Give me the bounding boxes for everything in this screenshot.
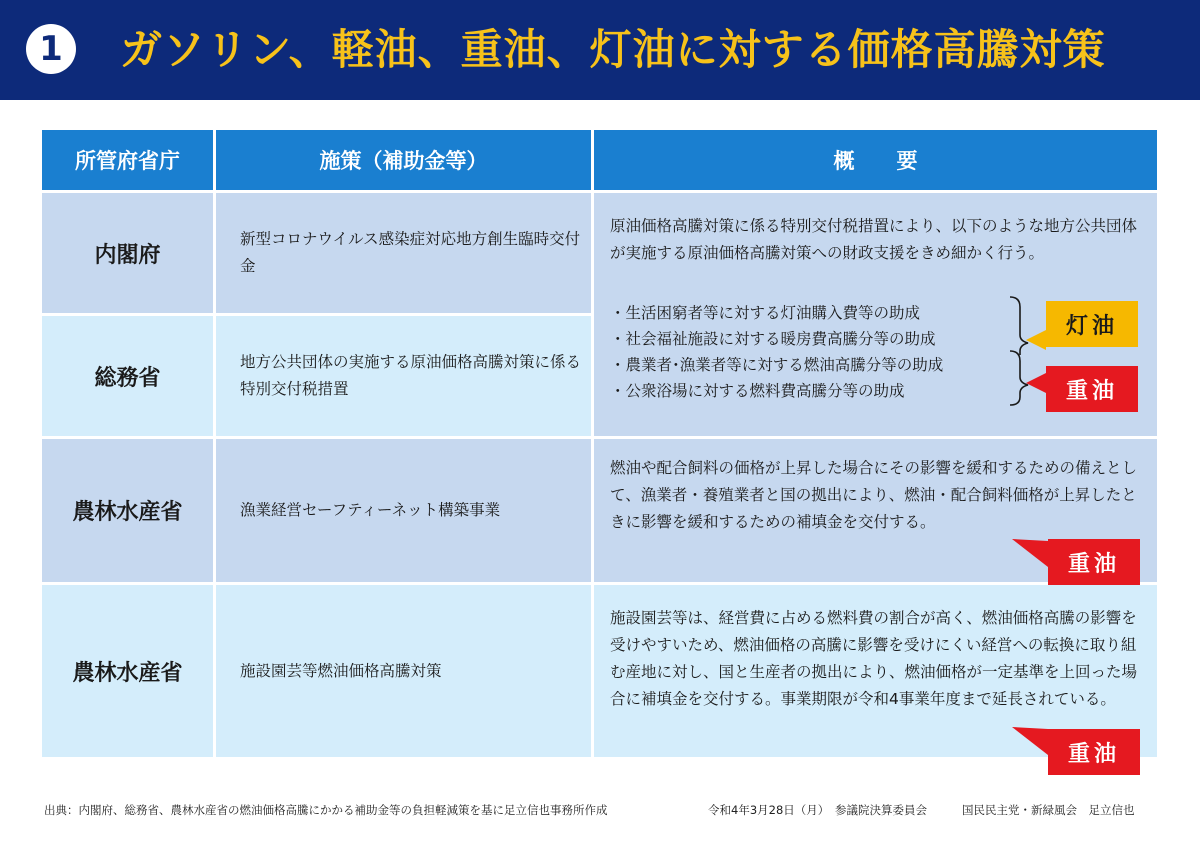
footer-date-committee: 令和4年3月28日（月） 参議院決算委員会 [708, 803, 928, 817]
ministry-cell: 農林水産省 [42, 585, 213, 757]
kerosene-tag: 灯油 [1046, 301, 1138, 347]
measure-cell: 漁業経営セーフティーネット構築事業 [216, 439, 591, 582]
pointer-arrow-icon [1012, 721, 1048, 755]
section-number-badge: 1 [26, 24, 76, 74]
footer-source: 出典：内閣府、総務省、農林水産省の燃油価格高騰にかかる補助金等の負担軽減策を基に足立信也事務所作成 [44, 803, 608, 817]
heavy-oil-tag: 重油 [1048, 729, 1140, 775]
summary-cell [594, 585, 1157, 767]
summary-text: 原油価格高騰対策に係る特別交付税措置により、以下のような地方公共団体が実施する原油価格高騰対策への財政支援をきめ細かく行う。 [610, 217, 1138, 262]
measure-cell: 地方公共団体の実施する原油価格高騰対策に係る特別交付税措置 [216, 316, 591, 436]
summary-text: 燃油や配合飼料の価格が上昇した場合にその影響を緩和するための備えとして、漁業者・養殖業者と国の拠出により、燃油・配合飼料価格が上昇したときに影響を緩和するための補填金を交付する。 [610, 459, 1138, 531]
summary-cell-merged [594, 193, 1157, 436]
column-header-measure: 施策（補助金等） [216, 130, 591, 190]
heavy-oil-tag: 重油 [1048, 539, 1140, 585]
heavy-oil-tag: 重油 [1046, 366, 1138, 412]
column-header-summary: 概 要 [594, 130, 1157, 190]
column-header-ministry: 所管府省庁 [42, 130, 213, 190]
page-header [0, 0, 1200, 100]
measure-cell: 新型コロナウイルス感染症対応地方創生臨時交付金 [216, 193, 591, 313]
pointer-arrow-icon [1026, 373, 1046, 393]
pointer-arrow-icon [1012, 533, 1048, 567]
ministry-cell: 農林水産省 [42, 439, 213, 582]
ministry-cell: 総務省 [42, 316, 213, 436]
ministry-cell: 内閣府 [42, 193, 213, 313]
summary-bullet: ・生活困窮者等に対する灯油購入費等の助成 [610, 304, 921, 322]
summary-bullet-list [610, 300, 943, 404]
measure-cell: 施設園芸等燃油価格高騰対策 [216, 585, 591, 757]
summary-bullet: ・公衆浴場に対する燃料費高騰分等の助成 [610, 382, 905, 400]
page-title: ガソリン、軽油、重油、灯油に対する価格高騰対策 [120, 25, 1106, 74]
summary-cell [594, 439, 1157, 582]
summary-bullet: ・農業者･漁業者等に対する燃油高騰分等の助成 [610, 356, 944, 374]
summary-bullet: ・社会福祉施設に対する暖房費高騰分等の助成 [610, 330, 936, 348]
footer-author: 国民民主党・新緑風会 足立信也 [962, 803, 1135, 817]
summary-text: 施設園芸等は、経営費に占める燃料費の割合が高く、燃油価格高騰の影響を受けやすいため、燃油価格の高騰に影響を受けにくい経営への転換に取り組む産地に対し、国と生産者の拠出により、燃油価格が一定基準を上回った場合に補填金を交付する。事業期限が令和4事業年度まで延長されている。 [610, 609, 1138, 708]
pointer-arrow-icon [1026, 330, 1046, 350]
